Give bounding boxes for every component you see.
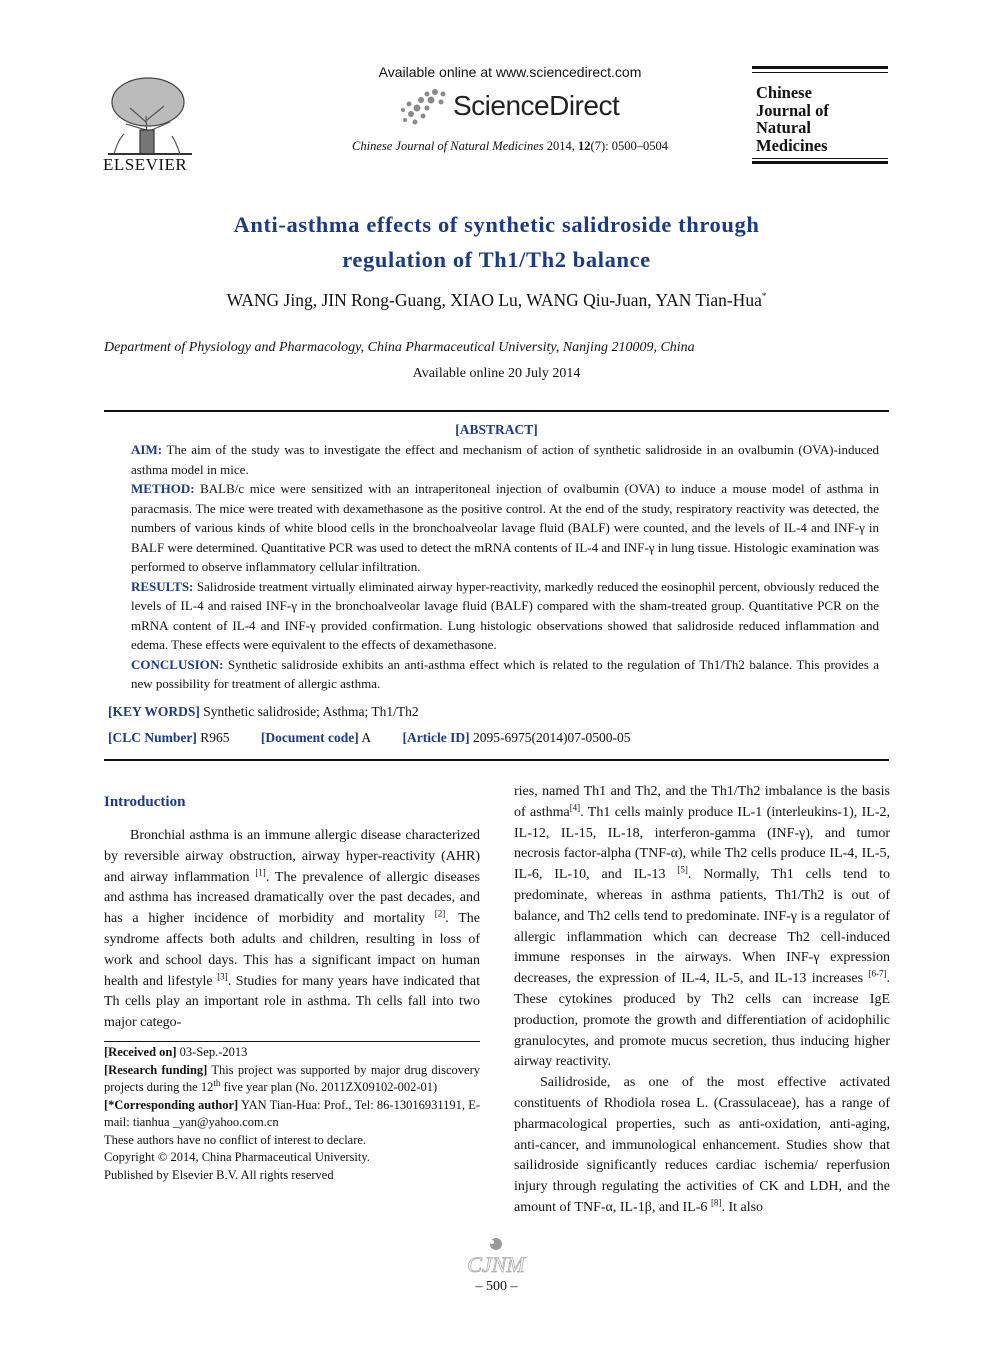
journal-box-bottom-rule-thin [752,158,888,159]
clc-value: R965 [196,730,230,745]
footnote-funding [104,1062,480,1097]
received-label: [Received on] [104,1045,177,1059]
journal-name-line: Chinese [756,83,812,102]
results-text: Salidroside treatment virtually eliminated airway hyper-reactivity, markedly reduced the eosinophil percent, obviously reduced the levels of IL-4 and raised INF-γ in the bronchoalveolar lavage fluid (BALF) compared with the sham-treated group. Quantitative PCR on the mRNA content of IL-4 and INF-γ provided confirmation. Lung histologic observations showed that salidroside reduced inflammation and edema. These effects were equivalent to the effects of dexamethasone. [131,578,879,652]
journal-name-line: Journal of [756,100,829,120]
cjnm-watermark-icon [456,1236,536,1280]
citation-ref[interactable]: [5] [677,864,688,875]
text-run: ries, named Th1 and Th2, and the Th1/Th2 imbalance is the basis of asthma [514,784,890,820]
corresponding-text: YAN Tian-Hua: Prof., Tel: 86-13016931191, E-mail: tianhua _yan@yahoo.com.cn [104,1097,480,1129]
authors-text: WANG Jing, JIN Rong-Guang, XIAO Lu, WANG Qiu-Juan, YAN Tian-Hua [226,290,762,310]
clc-label: [CLC Number] [108,730,197,745]
article-id-label: [Article ID] [402,730,470,745]
abstract-conclusion [131,655,879,694]
sciencedirect-wordmark: ScienceDirect [453,90,620,121]
corresponding-mark: * [761,291,767,302]
affiliation: Department of Physiology and Pharmacology, China Pharmaceutical University, Nanjing 210009, China [104,340,695,355]
text-run: . It also [721,1199,764,1215]
journal-citation [340,139,680,154]
aim-text: The aim of the study was to investigate the effect and mechanism of action of synthetic salidroside in an ovalbumin (OVA)-induced asthma model in mice. [131,442,879,477]
watermark-text: CJNM [467,1252,525,1277]
classification-codes [108,730,868,746]
aim-label: AIM: [131,442,163,457]
abstract-heading: [ABSTRACT] [455,422,538,437]
text-run: . These cytokines produced by Th2 cells can increase IgE production, promote the growth and differentiation of acidophilic granulocytes, and promote mucus secretion, thus inducing higher airway reactivity. [514,971,890,1070]
text-run: . Studies for many years have indicated that Th cells play an important role in asthma. Th cells fall into two major catego- [104,973,480,1031]
funding-text: This project was supported by major drug discovery projects during the 12 [104,1062,480,1094]
page-number: – 500 – [475,1279,518,1294]
text-run: . Normally, Th1 cells tend to predominate, whereas in asthma patients, Th1/Th2 is out of balance, and Th2 cells tend to predominate. INF-γ is a regulator of allergic inflammation which can decrease Th2 cell-induced immune responses in the airways. When INF-γ expression decreases, the expression of IL-4, IL-5, and IL-13 increases [514,867,891,987]
citation-volume: 12 [578,139,591,153]
article-id-value: 2095-6975(2014)07-0500-05 [469,730,631,745]
citation-year: 2014, [546,139,575,153]
author-list [100,290,893,311]
section-heading-introduction: Introduction [104,794,186,810]
title-line: Anti-asthma effects of synthetic salidroside through [233,212,760,237]
body-paragraph [514,1073,890,1219]
abstract-results [131,577,879,655]
sciencedirect-dots-icon [395,86,451,128]
results-label: RESULTS: [131,578,194,594]
body-paragraph [104,826,480,1034]
body-paragraph [514,782,890,1073]
right-column [514,782,890,1219]
citation-ref[interactable]: [4] [569,802,581,813]
abstract-bottom-rule [104,759,889,761]
text-run: . The prevalence of allergic diseases and asthma has increased dramatically over the past decades, and has a higher incidence of morbidity and mortality [104,869,480,927]
doc-code-value: A [358,730,372,745]
available-online-notice: Available online at www.sciencedirect.com [378,64,642,80]
funding-text: five year plan (No. 2011ZX09102-002-01) [220,1080,438,1094]
journal-box-top-rule [752,66,888,69]
journal-name [756,84,829,154]
method-text: BALB/c mice were sensitized with an intraperitoneal injection of ovalbumin (OVA) to induce a mouse model of asthma in paracmasis. The mice were treated with dexamethasone as the positive control. At the end of the study, respiratory reactivity was detected, the numbers of various kinds of white blood cells in the bronchoalveolar lavage fluid (BALF) were counted, and the levels of IL-4 and INF-γ in BALF were determined. Quantitative PCR was used to detect the mRNA contents of IL-4 and INF-γ in lung tissue. Histologic examination was performed to observe inflammatory cellular infiltration. [131,481,879,574]
citation-ref[interactable]: [2] [434,908,446,919]
footnote-corresponding [104,1097,480,1132]
conclusion-label: CONCLUSION: [131,656,224,672]
elsevier-wordmark: ELSEVIER [103,155,188,174]
citation-issue-pages: (7): 0500–0504 [590,139,668,153]
doc-code-label: [Document code] [260,730,359,745]
title-line: regulation of Th1/Th2 balance [342,247,651,272]
citation-ref[interactable]: [6-7] [868,968,887,979]
clc-number [108,730,230,746]
abstract-top-rule [104,410,889,412]
footnote-conflict: These authors have no conflict of interest to declare. [104,1132,367,1147]
article-id [403,730,631,746]
footnote-rule [104,1041,480,1042]
abstract-body [131,440,879,694]
corresponding-label: [*Corresponding author] [104,1097,239,1112]
conclusion-text: Synthetic salidroside exhibits an anti-asthma effect which is related to the regulation of Th1/Th2 balance. This provides a new possibility for treatment of allergic asthma. [131,656,879,691]
keywords [108,704,419,720]
funding-label: [Research funding] [104,1062,208,1077]
citation-ref[interactable]: [8] [710,1197,722,1208]
received-text: 03-Sep.-2013 [176,1045,248,1059]
article-title [100,207,893,277]
journal-box-bottom-rule [752,161,888,164]
left-column [104,826,480,1034]
keywords-text: Synthetic salidroside; Asthma; Th1/Th2 [199,704,419,719]
footnote-copyright: Copyright © 2014, China Pharmaceutical University. [104,1150,370,1164]
journal-name-line: Natural [756,118,811,137]
citation-ref[interactable]: [3] [217,970,228,981]
footnote-published: Published by Elsevier B.V. All rights reserved [104,1167,334,1182]
abstract-aim [131,440,879,479]
text-run: . Th1 cells mainly produce IL-1 (interleukins-1), IL-2, IL-12, IL-15, IL-18, interferon-gamma (INF-γ), and tumor necrosis factor-alpha (TNF-α), while Th2 cells produce IL-4, IL-5, IL-6, IL-10, and IL-13 [514,804,890,883]
text-run: Sailidroside, as one of the most effective activated constituents of Rhodiola rosea L. (Crassulaceae), has a range of pharmacological properties, such as anti-oxidation, anti-aging, anti-cancer, and immunological enhancement. Studies show that sailidroside significantly reduces cardiac ischemia/ reperfusion injury through regulating the activities of CK and LDH, and the amount of TNF-α, IL-1β, and IL-6 [514,1075,890,1215]
text-run: Bronchial asthma is an immune allergic disease characterized by reversible airway obstruction, airway hyper-reactivity (AHR) and airway inflammation [104,828,480,885]
footnote-received [104,1044,480,1062]
text-run: . The syndrome affects both adults and children, resulting in loss of work and school days. This has a significant impact on human health and lifestyle [104,911,481,989]
journal-name-line: Medicines [756,135,828,155]
available-online-date: Available online 20 July 2014 [412,366,581,381]
citation-ref[interactable]: [1] [255,866,266,877]
journal-name-box [752,66,888,162]
method-label: METHOD: [131,481,195,496]
citation-journal: Chinese Journal of Natural Medicines [352,139,544,153]
funding-sup: th [213,1077,221,1088]
keywords-label: [KEY WORDS] [108,704,200,719]
sciencedirect-logo [395,86,635,128]
abstract-method [131,479,879,577]
footnotes [104,1044,480,1184]
journal-box-top-rule-thin [752,72,888,73]
document-code [261,730,371,746]
